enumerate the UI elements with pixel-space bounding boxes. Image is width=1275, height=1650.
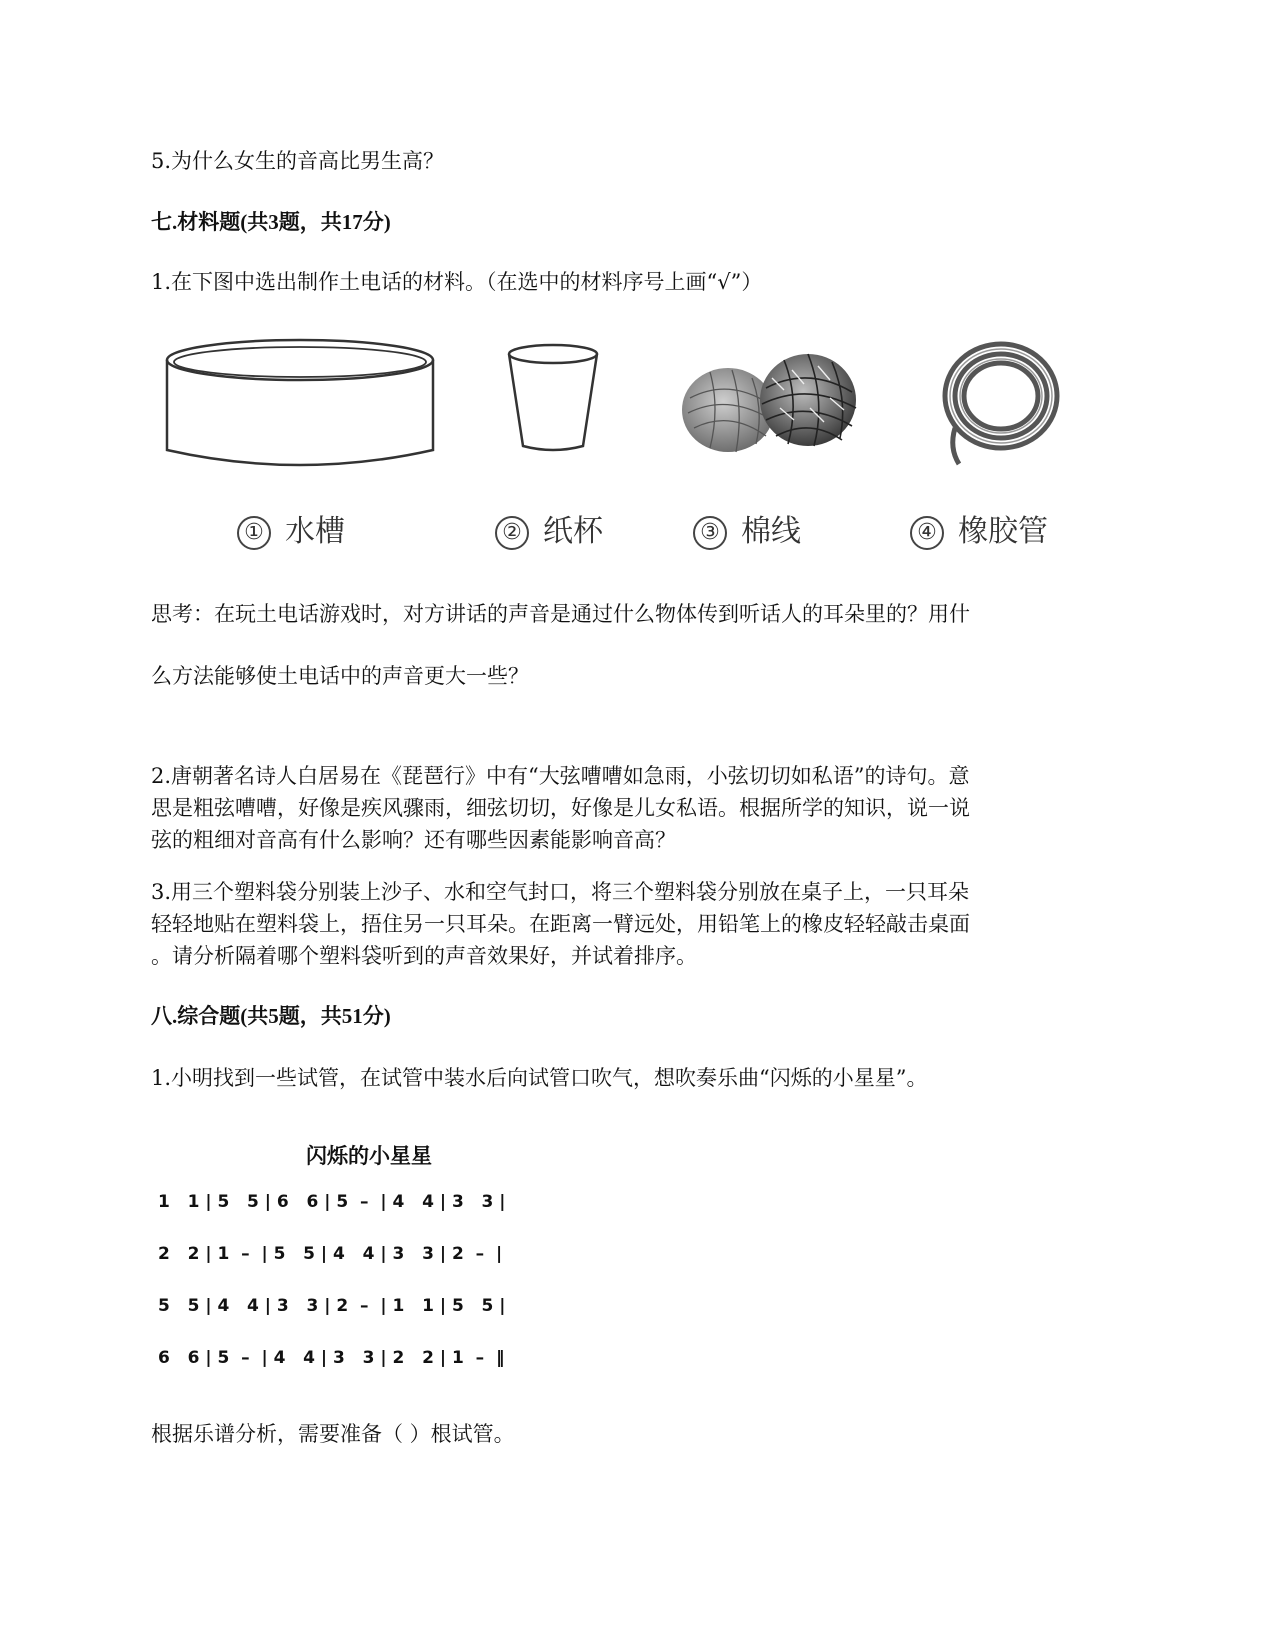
- composite-q1-prompt: 1.小明找到一些试管，在试管中装水后向试管口吹气，想吹奏乐曲“闪烁的小星星”。: [151, 1066, 928, 1090]
- material-q3-line-2: 轻轻地贴在塑料袋上，捂住另一只耳朵。在距离一臂远处，用铅笔上的橡皮轻轻敲击桌面: [151, 912, 970, 936]
- material-name-4: 橡胶管: [958, 514, 1048, 549]
- think-line-2: 么方法能够使土电话中的声音更大一些？: [151, 664, 529, 688]
- score-row-1: [158, 1192, 506, 1212]
- section-8-title: 八.综合题(共5题，共51分): [151, 1004, 391, 1028]
- score-row-3: [158, 1296, 506, 1316]
- material-q3-line-3: 。请分析隔着哪个塑料袋听到的声音效果好，并试着排序。: [151, 944, 697, 968]
- material-q2: [151, 760, 1127, 856]
- material-name-2: 纸杯: [543, 514, 603, 549]
- score-row-4: [158, 1348, 504, 1368]
- score-row-3-text: 5 5 | 4 4 | 3 3 | 2 – | 1 1 | 5 5 |: [158, 1296, 506, 1316]
- material-name-3: 棉线: [741, 514, 801, 549]
- materials-figure: [165, 338, 1115, 558]
- think-line-1: 思考：在玩土电话游戏时，对方讲话的声音是通过什么物体传到听话人的耳朵里的？用什: [151, 602, 970, 626]
- material-q1-prompt: 1.在下图中选出制作土电话的材料。（在选中的材料序号上画“√”）: [151, 270, 763, 294]
- score-row-1-text: 1 1 | 5 5 | 6 6 | 5 – | 4 4 | 3 3 |: [158, 1192, 506, 1212]
- material-label-1[interactable]: [237, 506, 345, 550]
- basin-icon: [165, 338, 437, 470]
- score-row-4-text: 6 6 | 5 – | 4 4 | 3 3 | 2 2 | 1 – ‖: [158, 1348, 505, 1368]
- score-row-2: [158, 1244, 502, 1264]
- composite-q1-question: 根据乐谱分析，需要准备（ ）根试管。: [151, 1422, 515, 1446]
- material-q2-line-2: 思是粗弦嘈嘈，好像是疾风骤雨，细弦切切，好像是儿女私语。根据所学的知识，说一说: [151, 796, 970, 820]
- material-q3-line-1: 3.用三个塑料袋分别装上沙子、水和空气封口，将三个塑料袋分别放在桌子上，一只耳朵: [151, 880, 970, 904]
- material-number-1: ①: [237, 516, 271, 550]
- score-title: 闪烁的小星星: [306, 1144, 432, 1168]
- material-label-2[interactable]: [495, 506, 603, 550]
- cotton-thread-icon: [680, 348, 860, 458]
- material-label-4[interactable]: [910, 506, 1048, 550]
- paper-cup-icon: [505, 342, 601, 454]
- rubber-tube-icon: [935, 340, 1065, 468]
- material-q2-line-3: 弦的粗细对音高有什么影响？还有哪些因素能影响音高？: [151, 828, 676, 852]
- score-row-2-text: 2 2 | 1 – | 5 5 | 4 4 | 3 3 | 2 – |: [158, 1244, 503, 1264]
- material-q3: [151, 876, 1127, 972]
- material-label-3[interactable]: [693, 506, 801, 550]
- material-number-4: ④: [910, 516, 944, 550]
- material-q2-line-1: 2.唐朝著名诗人白居易在《琵琶行》中有“大弦嘈嘈如急雨，小弦切切如私语”的诗句。意: [151, 764, 970, 788]
- material-number-3: ③: [693, 516, 727, 550]
- music-score: [158, 1140, 618, 1380]
- material-name-1: 水槽: [285, 514, 345, 549]
- question-5: 5.为什么女生的音高比男生高？: [151, 149, 445, 173]
- material-number-2: ②: [495, 516, 529, 550]
- section-7-title: 七.材料题(共3题，共17分): [151, 210, 391, 234]
